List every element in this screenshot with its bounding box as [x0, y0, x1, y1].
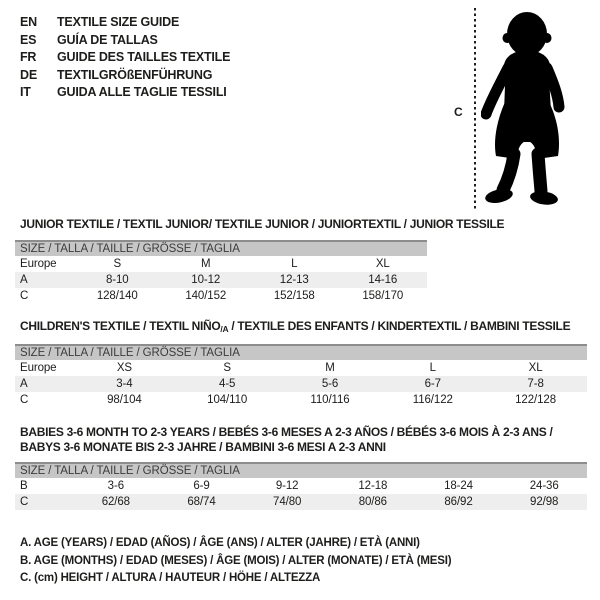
size-cell: XS [116, 362, 132, 374]
table-row [15, 494, 587, 510]
lang-label: GUIDE DES TAILLES TEXTILE [57, 50, 231, 64]
row-label: A [20, 274, 28, 286]
table-row [15, 478, 587, 494]
lang-label: TEXTILE SIZE GUIDE [57, 15, 180, 29]
lang-label: TEXTILGRÖßENFÜHRUNG [57, 67, 213, 82]
height-cell: 62/68 [101, 496, 130, 508]
lang-code: FR [20, 50, 37, 64]
children-title-subscript: /A [220, 324, 229, 334]
age-cell: 7-8 [527, 378, 544, 390]
age-cell: 6-7 [424, 378, 441, 390]
age-cell: 14-16 [368, 274, 398, 286]
children-title-post: / TEXTILE DES ENFANTS / KINDERTEXTIL / BAMBINI TESSILE [228, 319, 571, 333]
row-label: Europe [20, 362, 57, 374]
size-cell: S [113, 258, 122, 270]
babies-size-table [15, 462, 587, 510]
row-label: C [20, 394, 29, 406]
table-row [15, 392, 587, 408]
age-cell: 24-36 [529, 480, 559, 492]
height-cell: 152/158 [273, 290, 315, 302]
age-cell: 8-10 [105, 274, 129, 286]
height-cell: 110/116 [310, 394, 350, 406]
row-label: C [20, 290, 29, 302]
height-cell: 140/152 [185, 290, 227, 302]
table-row [15, 256, 427, 272]
height-cell: 68/74 [187, 496, 216, 508]
size-cell: S [223, 362, 231, 374]
height-cell: 92/98 [530, 496, 559, 508]
height-marker-label: C [454, 105, 463, 119]
language-list [20, 14, 230, 102]
age-cell: 18-24 [444, 480, 473, 492]
table-row [15, 272, 427, 288]
age-cell: 3-4 [116, 378, 133, 390]
junior-size-table [15, 240, 427, 304]
age-cell: 9-12 [275, 480, 299, 492]
lang-label: GUIDA ALLE TAGLIE TESSILI [57, 85, 227, 99]
size-header-bar: SIZE / TALLA / TAILLE / GRÖSSE / TAGLIA [15, 344, 587, 360]
size-cell: M [325, 362, 335, 374]
toddler-silhouette-image [481, 8, 567, 206]
junior-table-title: JUNIOR TEXTILE / TEXTIL JUNIOR/ TEXTILE JUNIOR / JUNIORTEXTIL / JUNIOR TESSILE [20, 217, 505, 231]
children-size-table [15, 344, 587, 408]
babies-title-line2: BABYS 3-6 MONATE BIS 2-3 JAHRE / BAMBINI 3-6 MESI A 2-3 ANNI [20, 440, 386, 454]
footnotes [20, 535, 451, 588]
age-cell: 4-5 [219, 378, 236, 390]
height-cell: 158/170 [362, 290, 404, 302]
table-row [15, 376, 587, 392]
age-cell: 12-13 [279, 274, 309, 286]
size-cell: XL [375, 258, 390, 270]
footnote-b: B. AGE (MONTHS) / EDAD (MESES) / ÂGE (MOIS) / ALTER (MONATE) / ETÀ (MESI) [20, 554, 452, 567]
row-label: B [20, 480, 28, 492]
height-cell: 80/86 [358, 496, 387, 508]
size-header-bar: SIZE / TALLA / TAILLE / GRÖSSE / TAGLIA [15, 462, 587, 478]
row-label: C [20, 496, 29, 508]
height-cell: 86/92 [444, 496, 473, 508]
table-row [15, 288, 427, 304]
babies-table-title [20, 425, 552, 455]
lang-code: EN [20, 15, 37, 29]
age-cell: 12-18 [358, 480, 388, 492]
age-cell: 3-6 [107, 480, 124, 492]
height-cell: 74/80 [273, 496, 302, 508]
height-cell: 122/128 [515, 394, 557, 406]
lang-code: DE [20, 67, 37, 82]
footnote-a: A. AGE (YEARS) / EDAD (AÑOS) / ÂGE (ANS) / ALTER (JAHRE) / ETÀ (ANNI) [20, 537, 420, 549]
size-cell: L [429, 362, 436, 374]
height-cell: 116/122 [412, 394, 453, 406]
height-cell: 104/110 [207, 394, 248, 406]
children-title-pre: CHILDREN'S TEXTILE / TEXTIL NIÑO [20, 319, 221, 333]
lang-code: ES [20, 32, 37, 47]
table-row [15, 360, 587, 376]
children-table-title [20, 319, 570, 337]
height-reference-dotted-line [474, 8, 476, 209]
babies-title-line1: BABIES 3-6 MONTH TO 2-3 YEARS / BEBÉS 3-6 MESES A 2-3 AÑOS / BÉBÉS 3-6 MOIS À 2-3 ANS / [20, 425, 553, 439]
footnote-c: C. (cm) HEIGHT / ALTURA / HAUTEUR / HÖHE / ALTEZZA [20, 572, 321, 584]
row-label: A [20, 378, 28, 390]
age-cell: 10-12 [191, 274, 221, 286]
size-cell: L [291, 258, 298, 270]
row-label: Europe [20, 258, 57, 270]
lang-code: IT [20, 85, 31, 99]
height-cell: 128/140 [96, 290, 138, 302]
height-cell: 98/104 [107, 394, 142, 406]
lang-label: GUÍA DE TALLAS [57, 32, 158, 47]
size-cell: M [201, 258, 211, 270]
size-cell: XL [528, 362, 543, 374]
age-cell: 6-9 [193, 480, 210, 492]
size-header-bar: SIZE / TALLA / TAILLE / GRÖSSE / TAGLIA [15, 240, 427, 256]
age-cell: 5-6 [321, 378, 339, 390]
